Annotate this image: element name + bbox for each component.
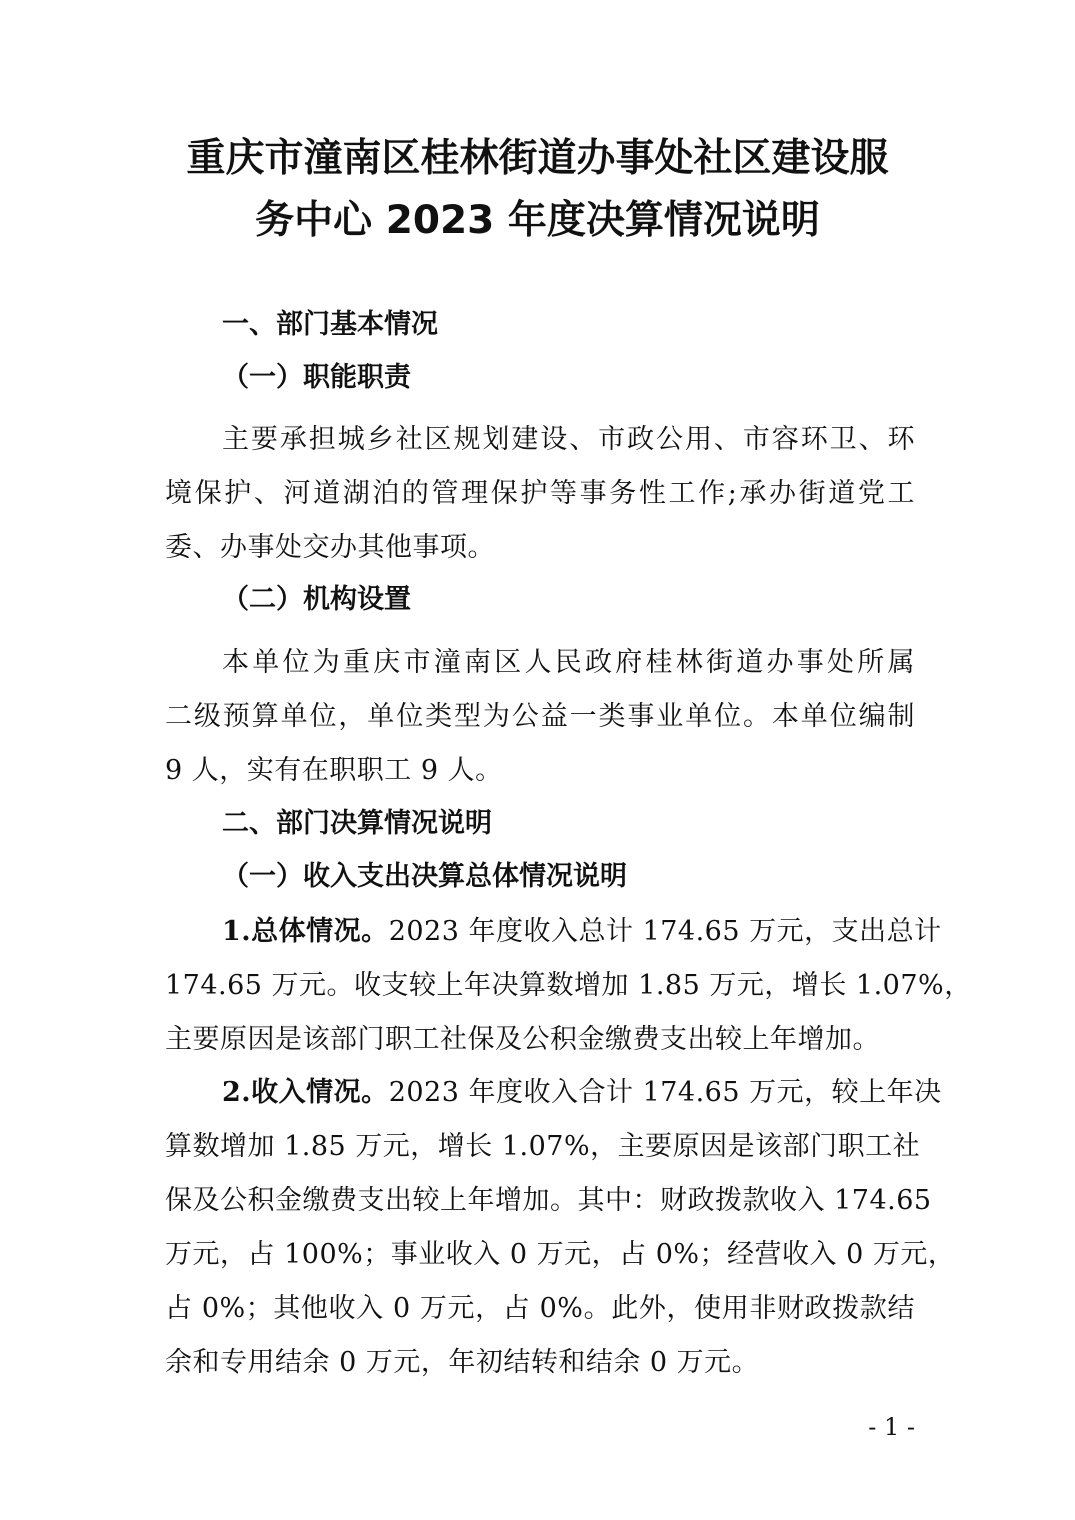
page-title-line-1: 重庆市潼南区桂林街道办事处社区建设服 [186,136,889,181]
overall-situation-lead: 1.总体情况。 [222,916,389,947]
subheading-income-expense-overview: （一）收入支出决算总体情况说明 [222,861,627,892]
paragraph-line: 境保护、河道湖泊的管理保护等事务性工作;承办街道党工 [165,478,915,509]
section-heading-basic-info: 一、部门基本情况 [222,309,438,340]
paragraph-functions [165,413,915,575]
page-number: - 1 - [868,1413,915,1441]
paragraph-income-situation [165,1066,956,1390]
paragraph-line: 保及公积金缴费支出较上年增加。其中：财政拨款收入 174.65 [165,1185,932,1216]
paragraph-organization [165,636,915,798]
paragraph-line [165,905,942,959]
income-situation-text: 2023 年度收入合计 174.65 万元，较上年决 [388,1077,942,1108]
paragraph-line: 主要原因是该部门职工社保及公积金缴费支出较上年增加。 [165,1024,880,1055]
paragraph-line: 算数增加 1.85 万元，增长 1.07%，主要原因是该部门职工社 [165,1131,921,1162]
paragraph-line: 174.65 万元。收支较上年决算数增加 1.85 万元，增长 1.07%， [165,970,972,1001]
paragraph-line: 余和专用结余 0 万元，年初结转和结余 0 万元。 [165,1347,760,1378]
page-title [150,128,925,252]
section-heading-final-accounts: 二、部门决算情况说明 [222,808,492,839]
paragraph-line: 本单位为重庆市潼南区人民政府桂林街道办事处所属 [222,647,915,678]
overall-situation-text: 2023 年度收入总计 174.65 万元，支出总计 [388,916,942,947]
subheading-functions: （一）职能职责 [222,362,411,393]
paragraph-line: 主要承担城乡社区规划建设、市政公用、市容环卫、环 [222,424,915,455]
page-title-line-2: 务中心 2023 年度决算情况说明 [255,198,820,243]
paragraph-line: 二级预算单位，单位类型为公益一类事业单位。本单位编制 [165,701,915,732]
paragraph-line: 万元，占 100%；事业收入 0 万元，占 0%；经营收入 0 万元， [165,1239,956,1270]
income-situation-lead: 2.收入情况。 [222,1077,389,1108]
subheading-organization: （二）机构设置 [222,584,411,615]
paragraph-line: 委、办事处交办其他事项。 [165,532,495,563]
paragraph-line: 占 0%；其他收入 0 万元，占 0%。此外，使用非财政拨款结 [165,1293,915,1324]
paragraph-overall-situation [165,905,972,1067]
paragraph-line: 9 人，实有在职职工 9 人。 [165,755,503,786]
paragraph-line [165,1066,942,1120]
